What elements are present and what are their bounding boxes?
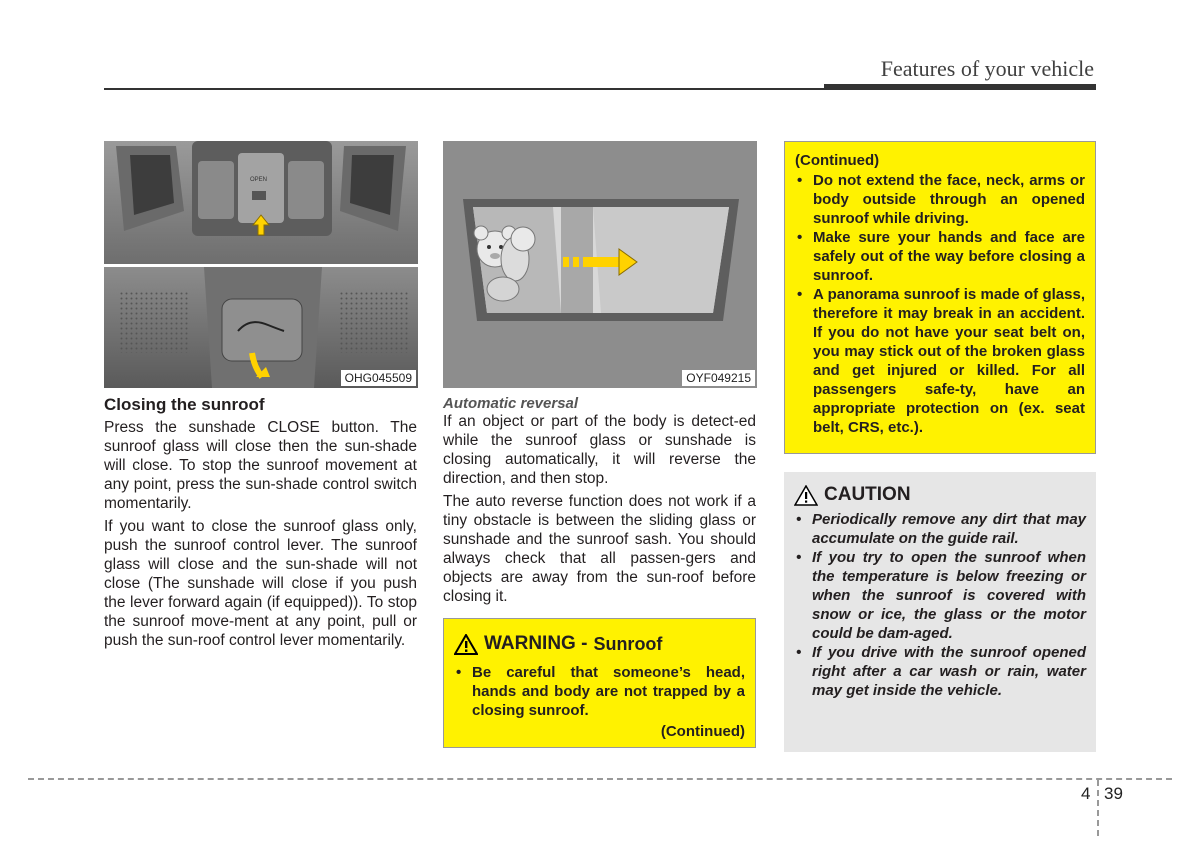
figure-caption: OYF049215	[682, 370, 755, 386]
subheading: Automatic reversal	[443, 395, 579, 412]
caution-item: • If you try to open the sunroof when the temperature is below freezing or when the sunroof is covered with snow or ice, the glass or the motor could be dam-aged.	[794, 548, 1086, 643]
caution-item: • Periodically remove any dirt that may accumulate on the guide rail.	[794, 510, 1086, 548]
caution-label: CAUTION	[824, 484, 911, 505]
svg-text:OPEN: OPEN	[250, 177, 268, 183]
continued-label: (Continued)	[660, 723, 745, 740]
sunroof-controls-illustration	[104, 141, 418, 388]
warning-item: • Do not extend the face, neck, arms or body outside through an opened sunroof while driving.	[795, 171, 1085, 228]
warning-continued-box	[784, 141, 1096, 454]
figure-sunroof-controls	[104, 141, 418, 388]
caution-box	[784, 472, 1096, 752]
warning-triangle-icon	[454, 634, 478, 655]
warning-topic: Sunroof	[593, 633, 663, 654]
paragraph: Press the sunshade CLOSE button. The sunroof glass will close then the sun-shade will close. To stop the sunroof movement at any point, press the sun-shade control switch momentarily.	[104, 419, 417, 512]
warning-item: • Be careful that someone’s head, hands and body are not trapped by a closing sunroof.	[454, 663, 745, 720]
paragraph: The auto reverse function does not work if a tiny obstacle is between the sliding glass or sunshade and the sunroof sash. You should always check that all passen-gers and objects are away from the sun-roof before closing it.	[443, 493, 756, 605]
footer-rule	[28, 778, 1172, 780]
figure-automatic-reversal	[443, 141, 757, 388]
warning-item: • A panorama sunroof is made of glass, therefore it may break in an accident. If you do not have your seat belt on, you may stick out of the broken glass and get injured or killed. For all passengers safe-ty, have an appropriate protection on (ex. seat belt, CRS, etc.).	[795, 285, 1085, 437]
page-header-title: Features of your vehicle	[880, 56, 1094, 81]
left-column	[104, 395, 417, 654]
caution-item: • If you drive with the sunroof opened right after a car wash or rain, water may get inside the vehicle.	[794, 643, 1086, 700]
chapter-number: 4	[1081, 784, 1091, 803]
page-number: 39	[1104, 784, 1123, 803]
figure-caption: OHG045509	[341, 370, 416, 386]
caution-title	[794, 484, 1086, 506]
header-rule-accent	[824, 84, 1096, 90]
section-heading: Closing the sunroof	[104, 395, 265, 414]
warning-title	[454, 633, 745, 655]
paragraph: If an object or part of the body is detect-ed while the sunroof glass or sunshade is closing automatically, it will reverse the direction, and then stop.	[443, 413, 756, 487]
warning-item: • Make sure your hands and face are safely out of the way before closing a sunroof.	[795, 228, 1085, 285]
warning-box	[443, 618, 756, 748]
middle-column	[443, 395, 756, 610]
footer-divider	[1097, 780, 1099, 836]
automatic-reversal-illustration	[443, 141, 757, 388]
paragraph: If you want to close the sunroof glass only, push the sunroof control lever. The sunroof glass will close and the sun-shade will not close (The sunshade will close if you push the lever forward again (if equipped)). To stop the sunroof move-ment at any point, pull or push the sun-roof control lever momentarily.	[104, 518, 417, 649]
continued-label: (Continued)	[795, 152, 880, 169]
warning-label: WARNING -	[484, 633, 588, 654]
caution-triangle-icon	[794, 485, 818, 506]
